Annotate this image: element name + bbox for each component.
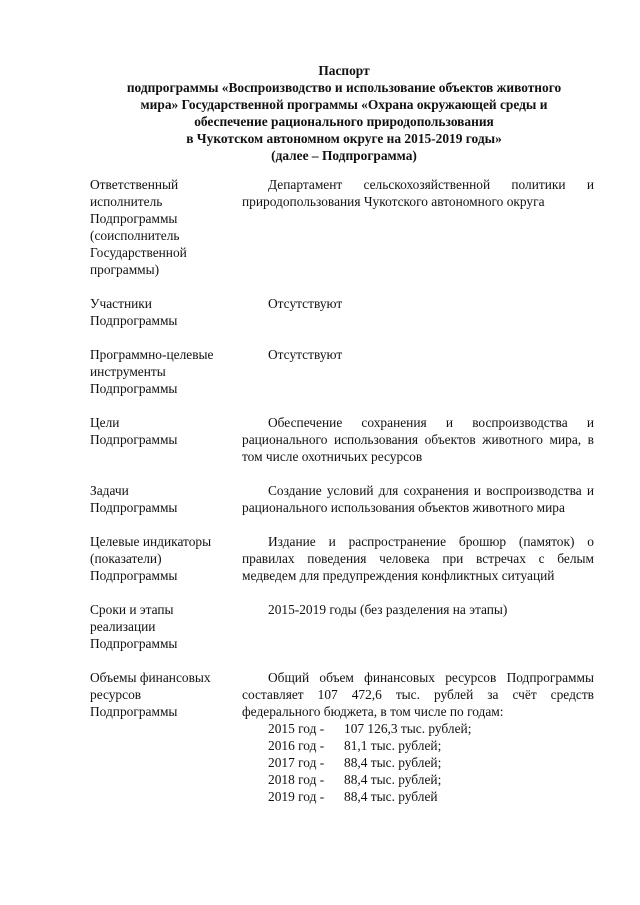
row-label	[90, 346, 242, 397]
row-label	[90, 669, 242, 805]
finance-year: 2017 год -	[268, 755, 325, 770]
finance-amount: 81,1 тыс. рублей;	[344, 738, 442, 753]
title-line: в Чукотском автономном округе на 2015-2019 годы»	[186, 131, 502, 146]
value-text: Департамент сельскохозяйственной политики и природопользования Чукотского автономного округа	[242, 177, 594, 209]
row-value	[242, 669, 594, 805]
label-line: Целевые индикаторы	[90, 534, 212, 549]
finance-year: 2018 год -	[268, 772, 325, 787]
finance-year-line	[268, 788, 594, 805]
label-line: Подпрограммы	[90, 704, 178, 719]
label-line: Подпрограммы	[90, 568, 178, 583]
label-line: Подпрограммы	[90, 313, 178, 328]
label-line: исполнитель	[90, 194, 163, 209]
finance-amount: 107 126,3 тыс. рублей;	[344, 721, 472, 736]
finance-intro: Общий объем финансовых ресурсов Подпрограммы составляет 107 472,6 тыс. рублей за счёт средств федерального бюджета, в том числе по годам:	[242, 670, 594, 719]
row-label	[90, 482, 242, 516]
title-line: мира» Государственной программы «Охрана окружающей среды и	[140, 97, 548, 112]
label-line: Подпрограммы	[90, 381, 178, 396]
label-line: Подпрограммы	[90, 500, 178, 515]
title-line: обеспечение рационального природопользования	[194, 114, 494, 129]
label-line: реализации	[90, 619, 156, 634]
finance-year: 2019 год -	[268, 789, 325, 804]
row-timeline	[90, 601, 604, 652]
finance-amount: 88,4 тыс. рублей;	[344, 755, 442, 770]
label-line: ресурсов	[90, 687, 142, 702]
row-label	[90, 601, 242, 652]
row-value	[242, 533, 594, 584]
label-line: Программно-целевые	[90, 347, 214, 362]
finance-amount: 88,4 тыс. рублей	[344, 789, 438, 804]
label-line: Ответственный	[90, 177, 179, 192]
finance-years-list	[268, 720, 594, 805]
label-line: Подпрограммы	[90, 636, 178, 651]
passport-title	[84, 62, 604, 164]
finance-year-line	[268, 720, 594, 737]
row-value	[242, 295, 594, 329]
row-label	[90, 176, 242, 278]
row-value	[242, 482, 594, 516]
value-text: Создание условий для сохранения и воспроизводства и рационального использования объектов животного мира	[242, 483, 594, 515]
label-line: Подпрограммы	[90, 432, 178, 447]
label-line: (соисполнитель	[90, 228, 180, 243]
label-line: Объемы финансовых	[90, 670, 211, 685]
row-value	[242, 414, 594, 465]
title-line: Паспорт	[318, 63, 370, 78]
value-text: Обеспечение сохранения и воспроизводства и рационального использования объектов животного мира, в том числе охотничьих ресурсов	[242, 415, 594, 464]
finance-year: 2015 год -	[268, 721, 325, 736]
label-line: (показатели)	[90, 551, 162, 566]
row-program-instruments	[90, 346, 604, 397]
label-line: программы)	[90, 262, 160, 277]
finance-year: 2016 год -	[268, 738, 325, 753]
row-label	[90, 295, 242, 329]
finance-amount: 88,4 тыс. рублей;	[344, 772, 442, 787]
label-line: Государственной	[90, 245, 187, 260]
row-value	[242, 176, 594, 278]
row-value	[242, 346, 594, 397]
value-text: Отсутствуют	[268, 347, 343, 362]
row-label	[90, 414, 242, 465]
label-line: Подпрограммы	[90, 211, 178, 226]
label-line: Задачи	[90, 483, 129, 498]
label-line: Цели	[90, 415, 120, 430]
row-participants	[90, 295, 604, 329]
title-line: подпрограммы «Воспроизводство и использование объектов животного	[126, 80, 562, 95]
label-line: инструменты	[90, 364, 166, 379]
row-responsible-executor	[90, 176, 604, 278]
row-goals	[90, 414, 604, 465]
row-tasks	[90, 482, 604, 516]
value-text: 2015-2019 годы (без разделения на этапы)	[268, 602, 508, 617]
value-text: Отсутствуют	[268, 296, 343, 311]
finance-year-line	[268, 737, 594, 754]
finance-year-line	[268, 754, 594, 771]
row-value	[242, 601, 594, 652]
label-line: Участники	[90, 296, 152, 311]
finance-year-line	[268, 771, 594, 788]
row-label	[90, 533, 242, 584]
label-line: Сроки и этапы	[90, 602, 174, 617]
row-target-indicators	[90, 533, 604, 584]
row-finance	[90, 669, 604, 805]
title-line: (далее – Подпрограмма)	[271, 148, 417, 163]
value-text: Издание и распространение брошюр (памяток) о правилах поведения человека при встречах с белым медведем для предупреждения конфликтных ситуаций	[242, 534, 594, 583]
